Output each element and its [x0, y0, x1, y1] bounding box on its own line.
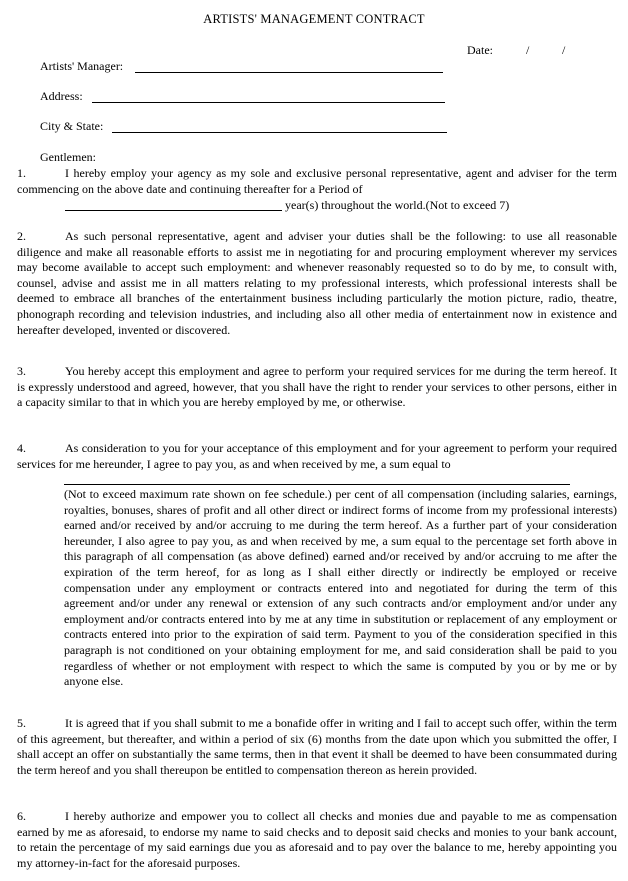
paragraph-number: 3.	[17, 364, 26, 378]
paragraph-number: 2.	[17, 229, 26, 243]
paragraph-text: As such personal representative, agent and adviser your duties shall be the following: to use all reasonable diligence and make all reasonable efforts to assist me in negotiating for and procuring employment wherever my services may become available to accept such employment: and whenever reasonably requested so to do by me, to consult with, counsel, advise and assist me in all matters relating to my professional interests, which professional interests shall be deemed to embrace all branches of the entertainment business including particularly the motion picture, radio, theatre, phonograph recording and television industries, and including also all other media of entertainment now in existence and hereafter developed, invented or discovered.	[17, 229, 617, 337]
paragraph-text: (Not to exceed maximum rate shown on fee schedule.) per cent of all compensation (including salaries, earnings, royalties, bonuses, shares of profit and all other direct or indirect forms of income from my professional interests) earned and/or received by and/or accruing to me during the term hereof. As a further part of your consideration hereunder, I also agree to pay you, as and when received by me, a sum equal to the percentage set forth above in this paragraph of all compensation (as above defined) earned and/or received by and/or accruing to me after the expiration of the term hereof, for as long as I shall either directly or indirectly be employed or receive compensation under any employment or contracts entered into and negotiated for during the term of this agreement and/or under any renewal or extension of any such contracts and/or employment and/or under any employment and/or contracts entered into by me at any time in substitution or replacement of any employment or contracts entered into prior to the expiration of said term. Payment to you of the consideration specified in this paragraph is not conditioned on your obtaining employment for me, and said consideration shall be paid to you regardless of whether or not employment with respect to which the same is computed by you or by me or by anyone else.	[64, 487, 617, 689]
paragraph-text: I hereby authorize and empower you to collect all checks and monies due and payable to me as compensation earned by me as aforesaid, to endorse my name to said checks and to deposit said checks and monies to your bank account, to retain the percentage of my said earnings due you as aforesaid and to pay over the balance to me, hereby appointing you my attorney-in-fact for the aforesaid purposes.	[17, 809, 617, 870]
paragraph-3	[17, 364, 617, 411]
address-field	[40, 89, 450, 105]
paragraph-4	[17, 441, 617, 472]
field-blank-line	[112, 132, 447, 133]
paragraph-6	[17, 809, 617, 871]
paragraph-text: You hereby accept this employment and agree to perform your required services for me during the term hereof. It is expressly understood and agreed, however, that you shall have the right to render your services to other persons, either in a capacity similar to that in which you are hereby employed by me, or otherwise.	[17, 364, 617, 410]
date-label: Date:	[467, 43, 493, 57]
paragraph-text: As consideration to you for your acceptance of this employment and for your agreement to perform your required services for me hereunder, I agree to pay you, as and when received by me, a sum equal to	[17, 441, 617, 471]
paragraph-5	[17, 716, 617, 778]
field-label: Address:	[40, 89, 83, 103]
term-suffix: year(s) throughout the world.(Not to exceed 7)	[285, 198, 510, 212]
field-label: City & State:	[40, 119, 104, 133]
paragraph-2	[17, 229, 617, 338]
date-field	[467, 43, 617, 59]
paragraph-number: 1.	[17, 166, 26, 180]
field-blank-line	[92, 102, 445, 103]
document-title: ARTISTS' MANAGEMENT CONTRACT	[203, 12, 425, 26]
date-separator: /	[526, 43, 530, 57]
date-separator: /	[562, 43, 566, 57]
field-blank-line	[135, 72, 443, 73]
artists-manager-field	[40, 59, 450, 75]
paragraph-4-continuation	[64, 487, 617, 690]
paragraph-text: It is agreed that if you shall submit to me a bonafide offer in writing and I fail to accept such offer, within the term of this agreement, but thereafter, and within a period of six (6) months from the date upon which you submitted the offer, I shall accept an offer on substantially the same terms, then in that event it shall be deemed to have been consummated during the term hereof and you shall thereupon be entitled to compensation thereon as herein provided.	[17, 716, 617, 777]
term-blank-line	[65, 210, 282, 211]
field-label: Artists' Manager:	[40, 59, 124, 73]
percentage-blank-line	[64, 484, 570, 485]
city-state-field	[40, 119, 450, 135]
paragraph-number: 4.	[17, 441, 26, 455]
paragraph-number: 6.	[17, 809, 26, 823]
salutation: Gentlemen:	[40, 150, 96, 164]
paragraph-text: I hereby employ your agency as my sole and exclusive personal representative, agent and adviser for the term commencing on the above date and continuing thereafter for a Period of	[17, 166, 617, 196]
paragraph-1	[17, 166, 617, 197]
paragraph-number: 5.	[17, 716, 26, 730]
